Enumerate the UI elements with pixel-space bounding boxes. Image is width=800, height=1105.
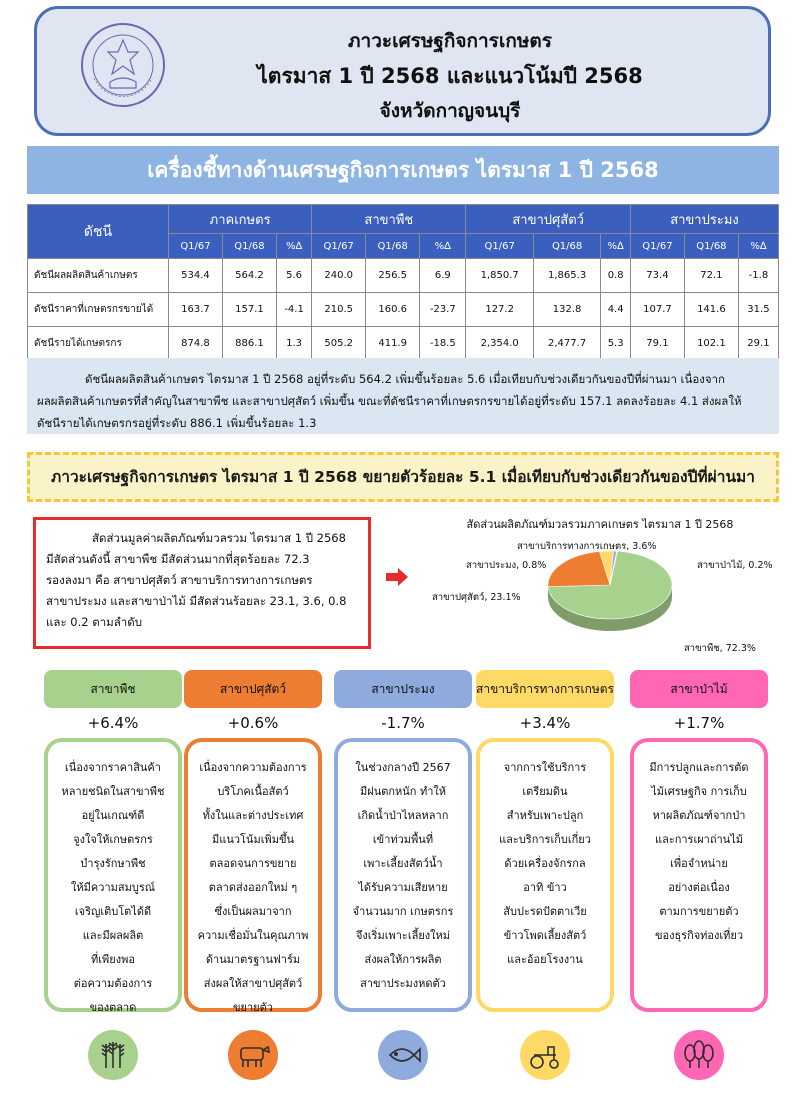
sector-card-line: สับปะรดปัตตาเวีย xyxy=(503,905,587,918)
sector-card-line: อยู่ในเกณฑ์ดี xyxy=(81,809,145,822)
header-line3: จังหวัดกาญจนบุรี xyxy=(379,100,521,122)
table-cell: 127.2 xyxy=(466,293,533,327)
pie-slice xyxy=(548,551,610,586)
table-cell: 505.2 xyxy=(312,327,366,361)
sector-tab: สาขาประมง xyxy=(334,670,472,708)
sector-growth: +0.6% xyxy=(227,714,279,732)
subheader-cell: %∆ xyxy=(276,234,311,259)
sector-card-line: หลายชนิดในสาขาพืช xyxy=(61,785,165,798)
indicator-band xyxy=(27,146,779,194)
sector-card-line: และมีผลผลิต xyxy=(82,929,144,942)
share-line: มีสัดส่วนดังนี้ สาขาพืช มีสัดส่วนมากที่สุดร้อยละ 72.3 xyxy=(46,552,310,566)
sector-card-line: ได้รับความเสียหาย xyxy=(358,881,448,894)
oae-logo-icon xyxy=(80,22,166,108)
subheader-cell: Q1/68 xyxy=(533,234,600,259)
table-cell: 107.7 xyxy=(630,293,684,327)
cow-icon xyxy=(228,1030,278,1080)
table-cell: -4.1 xyxy=(276,293,311,327)
sector-growth: +6.4% xyxy=(87,714,139,732)
sector-card-line: จำนวนมาก เกษตรกร xyxy=(352,905,454,918)
table-row xyxy=(28,327,779,361)
arrow-right-icon xyxy=(386,568,408,586)
sector-card-line: และการเผาถ่านไม้ xyxy=(654,833,743,846)
table-cell: 874.8 xyxy=(169,327,223,361)
sector-tab: สาขาป่าไม้ xyxy=(630,670,768,708)
index-header: ดัชนี xyxy=(28,205,169,259)
sector-card xyxy=(184,738,322,1012)
summary-box xyxy=(27,358,779,434)
subheader-cell: Q1/67 xyxy=(169,234,223,259)
fish-icon xyxy=(378,1030,428,1080)
growth-banner xyxy=(27,452,779,502)
sector-card-line: เข้าท่วมพื้นที่ xyxy=(372,833,434,846)
sector-card-line: ส่งผลให้สาขาปศุสัตว์ xyxy=(203,977,303,990)
sector-card-line: บำรุงรักษาพืช xyxy=(80,857,146,870)
table-cell: -18.5 xyxy=(420,327,466,361)
summary-line: ผลผลิตสินค้าเกษตรที่สำคัญในสาขาพืช และสาขาปศุสัตว์ เพิ่มขึ้น ขณะที่ดัชนีราคาที่เกษตรกรขายได้อยู่ที่ระดับ 157.1 ลดลงร้อยละ 4.1 ส่งผลให้ xyxy=(37,394,742,408)
sector-card-line: ไม้เศรษฐกิจ การเก็บ xyxy=(651,785,747,798)
table-cell: 102.1 xyxy=(684,327,738,361)
indicator-band-title: เครื่องชี้ทางด้านเศรษฐกิจการเกษตร ไตรมาส 1 ปี 2568 xyxy=(147,158,659,182)
sector-card-line: เตรียมดิน xyxy=(522,785,568,798)
sector-card-line: ทั้งในและต่างประเทศ xyxy=(202,809,304,822)
table-cell: 2,477.7 xyxy=(533,327,600,361)
subheader-cell: Q1/68 xyxy=(684,234,738,259)
table-cell: 210.5 xyxy=(312,293,366,327)
wheat-icon xyxy=(88,1030,138,1080)
group-header: ภาคเกษตร xyxy=(169,205,312,234)
share-line: และ 0.2 ตามลำดับ xyxy=(46,615,143,629)
table-cell: 79.1 xyxy=(630,327,684,361)
header-line1: ภาวะเศรษฐกิจการเกษตร xyxy=(348,30,552,52)
sector-card-line: สำหรับเพาะปลูก xyxy=(506,809,584,822)
pie-label-livestock: สาขาปศุสัตว์, 23.1% xyxy=(432,592,521,603)
share-text-box xyxy=(33,517,371,649)
sector-card-line: หาผลิตภัณฑ์จากป่า xyxy=(652,809,746,822)
group-header: สาขาประมง xyxy=(630,205,778,234)
sector-card xyxy=(334,738,472,1012)
sector-card-line: มีแนวโน้มเพิ่มขึ้น xyxy=(211,833,295,846)
sector-card-line: จึงเริ่มเพาะเลี้ยงใหม่ xyxy=(355,929,451,942)
sector-card-line: และบริการเก็บเกี่ยว xyxy=(499,833,591,846)
table-cell: -1.8 xyxy=(738,259,778,293)
row-name: ดัชนีผลผลิตสินค้าเกษตร xyxy=(28,259,169,293)
table-cell: 29.1 xyxy=(738,327,778,361)
table-cell: 31.5 xyxy=(738,293,778,327)
table-cell: 157.1 xyxy=(222,293,276,327)
header-line2: ไตรมาส 1 ปี 2568 และแนวโน้มปี 2568 xyxy=(257,64,643,88)
sector-card-line: เนื่องจากราคาสินค้า xyxy=(65,761,161,774)
sector-card-line: ความเชื่อมั่นในคุณภาพ xyxy=(197,929,309,942)
sector-tab: สาขาบริการทางการเกษตร xyxy=(476,670,614,708)
sector-growth: +3.4% xyxy=(519,714,571,732)
pie-label-forestry: สาขาป่าไม้, 0.2% xyxy=(697,560,773,571)
table-row xyxy=(28,259,779,293)
sector-tab: สาขาพืช xyxy=(44,670,182,708)
table-cell: 534.4 xyxy=(169,259,223,293)
sector-card-line: เนื่องจากความต้องการ xyxy=(199,761,307,774)
sector-card-line: เพื่อจำหน่าย xyxy=(670,857,728,870)
sector-card-line: ส่งผลให้การผลิต xyxy=(364,953,442,966)
table-cell: 1,865.3 xyxy=(533,259,600,293)
table-cell: 132.8 xyxy=(533,293,600,327)
sector-card-line: ของตลาด xyxy=(89,1001,137,1014)
subheader-cell: Q1/68 xyxy=(222,234,276,259)
subheader-cell: Q1/67 xyxy=(630,234,684,259)
table-cell: 160.6 xyxy=(366,293,420,327)
table-cell: 73.4 xyxy=(630,259,684,293)
table-cell: 72.1 xyxy=(684,259,738,293)
sector-card xyxy=(630,738,768,1012)
sector-card-line: เกิดน้ำป่าไหลหลาก xyxy=(357,809,449,822)
sector-card-line: เพาะเลี้ยงสัตว์น้ำ xyxy=(363,857,443,870)
share-line: รองลงมา คือ สาขาปศุสัตว์ สาขาบริการทางการเกษตร xyxy=(46,573,313,587)
trees-icon xyxy=(674,1030,724,1080)
sector-card-line: ตลอดจนการขยาย xyxy=(209,857,297,870)
table-cell: 4.4 xyxy=(601,293,631,327)
pie-label-crops: สาขาพืช, 72.3% xyxy=(684,643,756,654)
table-cell: -23.7 xyxy=(420,293,466,327)
summary-line: ดัชนีผลผลิตสินค้าเกษตร ไตรมาส 1 ปี 2568 อยู่ที่ระดับ 564.2 เพิ่มขึ้นร้อยละ 5.6 เมื่อเทียบกับช่วงเดียวกันของปีที่ผ่านมา เนื่องจาก xyxy=(85,372,726,386)
sector-card-line: อย่างต่อเนื่อง xyxy=(668,881,730,894)
summary-line: ดัชนีรายได้เกษตรกรอยู่ที่ระดับ 886.1 เพิ่มขึ้นร้อยละ 1.3 xyxy=(37,416,317,430)
sector-tab: สาขาปศุสัตว์ xyxy=(184,670,322,708)
sector-card-line: ข้าวโพดเลี้ยงสัตว์ xyxy=(503,929,587,942)
sector-card-line: ตลาดส่งออกใหม่ ๆ xyxy=(208,881,298,894)
sector-card xyxy=(476,738,614,1012)
sector-card-line: ของธุรกิจท่องเที่ยว xyxy=(654,929,744,942)
tractor-icon xyxy=(520,1030,570,1080)
group-header: สาขาพืช xyxy=(312,205,466,234)
group-header: สาขาปศุสัตว์ xyxy=(466,205,631,234)
sector-card-line: บริโภคเนื้อสัตว์ xyxy=(217,785,289,798)
sector-card-line: สาขาประมงหดตัว xyxy=(360,977,446,990)
subheader-cell: Q1/67 xyxy=(312,234,366,259)
share-line: สัดส่วนมูลค่าผลิตภัณฑ์มวลรวม ไตรมาส 1 ปี 2568 xyxy=(92,531,346,545)
sector-card-line: ขยายตัว xyxy=(233,1001,273,1014)
table-cell: 163.7 xyxy=(169,293,223,327)
indicator-table xyxy=(27,204,779,361)
sector-card-line: จากการใช้บริการ xyxy=(503,761,587,774)
row-name: ดัชนีราคาที่เกษตรกรขายได้ xyxy=(28,293,169,327)
subheader-cell: Q1/68 xyxy=(366,234,420,259)
sector-card-line: ที่เพียงพอ xyxy=(91,953,135,966)
table-cell: 2,354.0 xyxy=(466,327,533,361)
table-cell: 886.1 xyxy=(222,327,276,361)
table-cell: 5.6 xyxy=(276,259,311,293)
sector-card-line: จูงใจให้เกษตรกร xyxy=(73,833,153,846)
sector-card-line: ด้านมาตรฐานฟาร์ม xyxy=(205,953,301,966)
sector-growth: -1.7% xyxy=(381,714,425,732)
table-cell: 564.2 xyxy=(222,259,276,293)
pie-label-service: สาขาบริการทางการเกษตร, 3.6% xyxy=(517,541,657,552)
sector-card-line: อาทิ ข้าว xyxy=(523,881,567,894)
subheader-cell: Q1/67 xyxy=(466,234,533,259)
sector-card-line: ในช่วงกลางปี 2567 xyxy=(355,761,451,774)
table-row xyxy=(28,293,779,327)
subheader-cell: %∆ xyxy=(601,234,631,259)
sector-card-line: มีการปลูกและการตัด xyxy=(649,761,749,774)
pie-chart xyxy=(540,545,680,645)
sector-card-line: ด้วยเครื่องจักรกล xyxy=(504,857,586,870)
table-cell: 6.9 xyxy=(420,259,466,293)
subheader-cell: %∆ xyxy=(420,234,466,259)
table-cell: 0.8 xyxy=(601,259,631,293)
sector-growth: +1.7% xyxy=(673,714,725,732)
sector-card-line: และอ้อยโรงงาน xyxy=(507,953,583,966)
table-cell: 1.3 xyxy=(276,327,311,361)
sector-card-line: มีฝนตกหนัก ทำให้ xyxy=(360,785,446,798)
table-cell: 256.5 xyxy=(366,259,420,293)
sector-card-line: ให้มีความสมบูรณ์ xyxy=(71,881,155,894)
sector-card-line: ซึ่งเป็นผลมาจาก xyxy=(214,905,292,918)
subheader-cell: %∆ xyxy=(738,234,778,259)
row-name: ดัชนีรายได้เกษตรกร xyxy=(28,327,169,361)
pie-label-fishery: สาขาประมง, 0.8% xyxy=(466,560,547,571)
growth-banner-text: ภาวะเศรษฐกิจการเกษตร ไตรมาส 1 ปี 2568 ขยายตัวร้อยละ 5.1 เมื่อเทียบกับช่วงเดียวกันของปีที่ผ่านมา xyxy=(51,468,755,486)
table-cell: 1,850.7 xyxy=(466,259,533,293)
share-line: สาขาประมง และสาขาป่าไม้ มีสัดส่วนร้อยละ 23.1, 3.6, 0.8 xyxy=(46,594,347,608)
sector-card xyxy=(44,738,182,1012)
table-cell: 5.3 xyxy=(601,327,631,361)
table-cell: 411.9 xyxy=(366,327,420,361)
sector-card-line: เจริญเติบโตได้ดี xyxy=(74,905,152,918)
sector-card-line: ต่อความต้องการ xyxy=(73,977,153,990)
table-cell: 141.6 xyxy=(684,293,738,327)
pie-title: สัดส่วนผลิตภัณฑ์มวลรวมภาคเกษตร ไตรมาส 1 ปี 2568 xyxy=(466,518,734,531)
table-cell: 240.0 xyxy=(312,259,366,293)
sector-card-line: ตามการขยายตัว xyxy=(659,905,739,918)
